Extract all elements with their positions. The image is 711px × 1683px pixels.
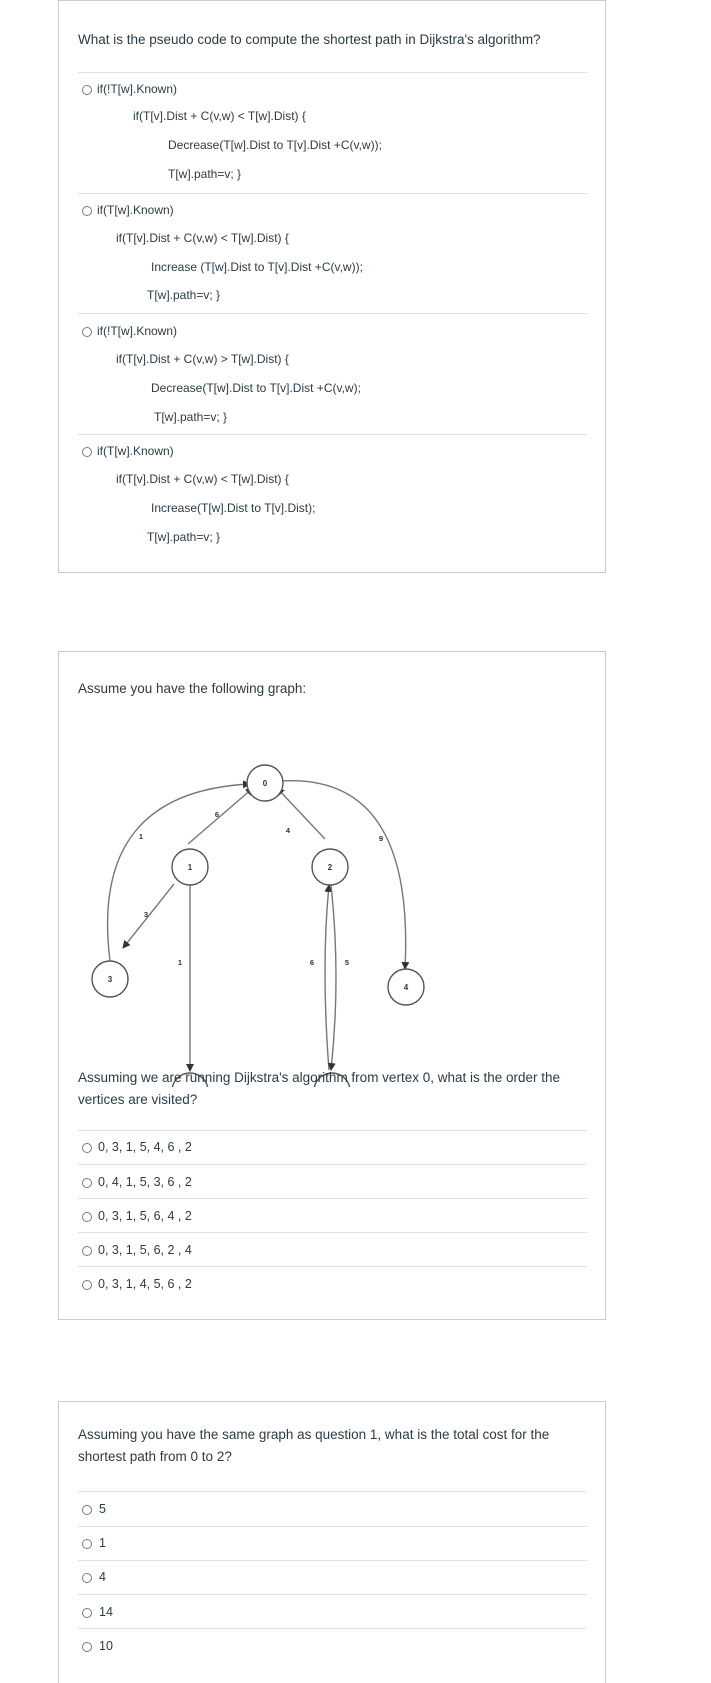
question-text: Assuming you have the same graph as question 1, what is the total cost for the shortest path from 0 to 2? bbox=[78, 1427, 550, 1464]
node-label: 4 bbox=[403, 983, 409, 992]
edge-weight: 9 bbox=[378, 834, 384, 843]
question-card-3 bbox=[58, 1401, 606, 1683]
option-label: 0, 3, 1, 5, 4, 6 , 2 bbox=[98, 1140, 192, 1154]
radio-button[interactable] bbox=[82, 1280, 92, 1290]
code-line: T[w].path=v; } bbox=[147, 530, 221, 544]
radio-button[interactable] bbox=[82, 1143, 92, 1153]
code-line: if(T[v].Dist + C(v,w) < T[w].Dist) { bbox=[133, 109, 306, 123]
edge-weight: 6 bbox=[309, 958, 315, 967]
radio-button[interactable] bbox=[82, 1642, 92, 1652]
radio-button[interactable] bbox=[82, 85, 92, 95]
question-card-1 bbox=[58, 0, 606, 573]
radio-button[interactable] bbox=[82, 1212, 92, 1222]
question-text: What is the pseudo code to compute the shortest path in Dijkstra's algorithm? bbox=[78, 32, 541, 47]
option-label: 0, 3, 1, 4, 5, 6 , 2 bbox=[98, 1277, 192, 1291]
radio-button[interactable] bbox=[82, 447, 92, 457]
question-text: Assuming we are running Dijkstra's algorithm from vertex 0, what is the order the vertices are visited? bbox=[78, 1070, 561, 1107]
radio-button[interactable] bbox=[82, 1246, 92, 1256]
radio-button[interactable] bbox=[82, 1178, 92, 1188]
radio-button[interactable] bbox=[82, 1539, 92, 1549]
code-line: T[w].path=v; } bbox=[154, 410, 228, 424]
code-line: Decrease(T[w].Dist to T[v].Dist +C(v,w); bbox=[151, 381, 361, 395]
divider bbox=[78, 1164, 587, 1165]
divider bbox=[78, 1526, 587, 1527]
radio-button[interactable] bbox=[82, 1505, 92, 1515]
code-line: if(T[w].Known) bbox=[97, 203, 174, 217]
divider bbox=[78, 434, 587, 435]
option-label: 0, 3, 1, 5, 6, 4 , 2 bbox=[98, 1209, 192, 1223]
code-line: Increase (T[w].Dist to T[v].Dist +C(v,w)); bbox=[151, 260, 363, 274]
code-line: T[w].path=v; } bbox=[147, 288, 221, 302]
node-label: 1 bbox=[187, 863, 193, 872]
node-label: 3 bbox=[107, 975, 113, 984]
divider bbox=[78, 193, 587, 194]
option-label: 0, 4, 1, 5, 3, 6 , 2 bbox=[98, 1175, 192, 1189]
divider bbox=[78, 1594, 587, 1595]
radio-button[interactable] bbox=[82, 327, 92, 337]
code-line: if(!T[w].Known) bbox=[97, 324, 178, 338]
edge-6-2 bbox=[325, 885, 329, 1070]
option-label: 5 bbox=[99, 1502, 106, 1516]
divider bbox=[78, 313, 587, 314]
code-line: if(T[v].Dist + C(v,w) < T[w].Dist) { bbox=[116, 472, 289, 486]
code-line: T[w].path=v; } bbox=[168, 167, 242, 181]
divider bbox=[78, 1130, 587, 1131]
radio-button[interactable] bbox=[82, 1608, 92, 1618]
divider bbox=[78, 1628, 587, 1629]
divider bbox=[78, 1232, 587, 1233]
divider bbox=[78, 72, 587, 73]
edge-weight: 1 bbox=[138, 832, 144, 841]
edge-weight: 1 bbox=[177, 958, 183, 967]
edge-weight: 5 bbox=[344, 958, 350, 967]
code-line: if(T[v].Dist + C(v,w) > T[w].Dist) { bbox=[116, 352, 289, 366]
radio-button[interactable] bbox=[82, 206, 92, 216]
graph-diagram bbox=[59, 707, 607, 1087]
code-line: if(T[v].Dist + C(v,w) < T[w].Dist) { bbox=[116, 231, 289, 245]
divider bbox=[78, 1491, 587, 1492]
edge-weight: 3 bbox=[143, 910, 149, 919]
code-line: Increase(T[w].Dist to T[v].Dist); bbox=[151, 501, 316, 515]
edge-1-0 bbox=[188, 788, 253, 844]
node-label: 0 bbox=[262, 779, 268, 788]
option-label: 4 bbox=[99, 1570, 106, 1584]
question-intro: Assume you have the following graph: bbox=[78, 681, 307, 696]
edge-weight: 6 bbox=[214, 810, 220, 819]
divider bbox=[78, 1560, 587, 1561]
radio-button[interactable] bbox=[82, 1573, 92, 1583]
option-label: 14 bbox=[99, 1605, 113, 1619]
divider bbox=[78, 1266, 587, 1267]
option-label: 10 bbox=[99, 1639, 113, 1653]
question-card-2 bbox=[58, 651, 606, 1320]
node-label: 2 bbox=[327, 863, 333, 872]
code-line: if(!T[w].Known) bbox=[97, 82, 178, 96]
divider bbox=[78, 1198, 587, 1199]
option-label: 1 bbox=[99, 1536, 106, 1550]
option-label: 0, 3, 1, 5, 6, 2 , 4 bbox=[98, 1243, 192, 1257]
edge-weight: 4 bbox=[285, 826, 291, 835]
edge-2-6 bbox=[331, 885, 336, 1070]
code-line: if(T[w].Known) bbox=[97, 444, 174, 458]
edge-2-0 bbox=[277, 788, 325, 839]
edge-1-3 bbox=[123, 884, 174, 948]
code-line: Decrease(T[w].Dist to T[v].Dist +C(v,w)); bbox=[168, 138, 382, 152]
